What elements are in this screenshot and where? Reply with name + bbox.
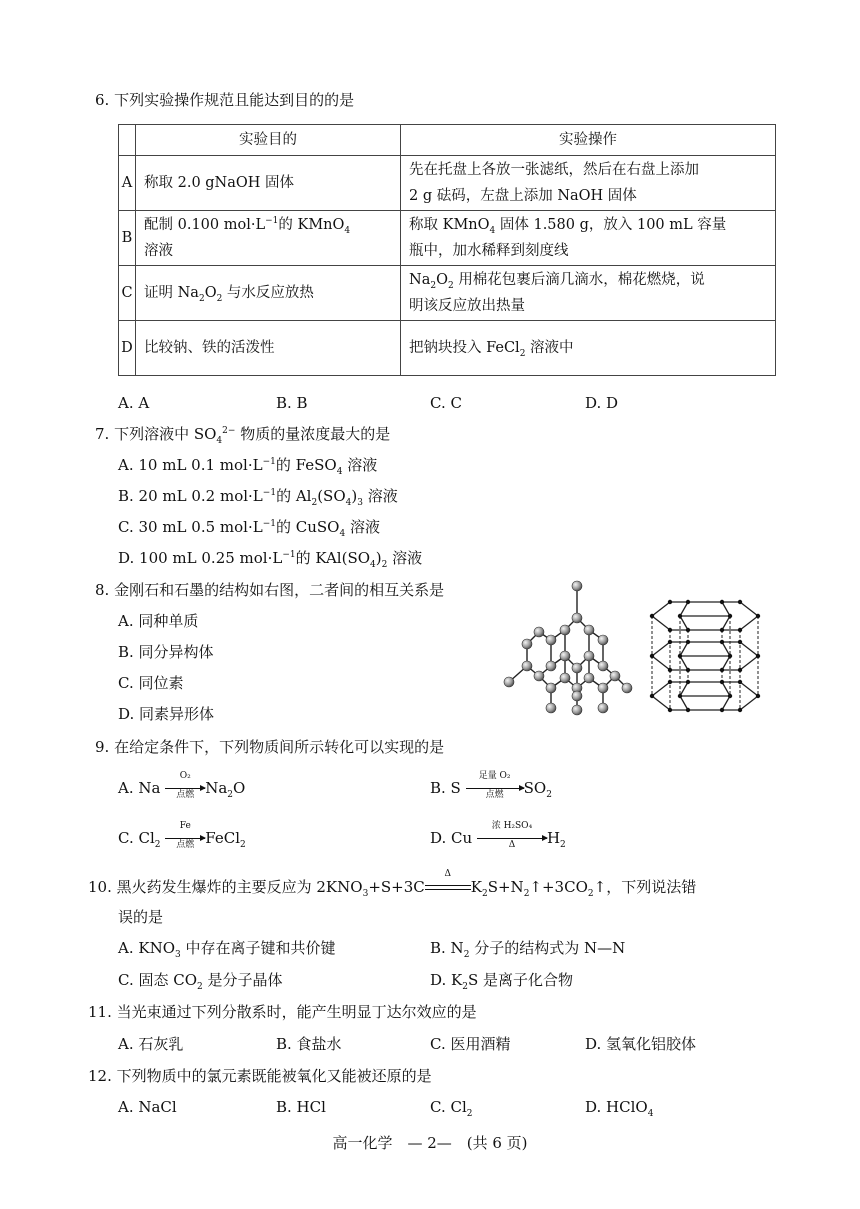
option-a: A. 石灰乳 <box>118 1035 184 1053</box>
stem-text: 7. 下列溶液中 SO <box>95 425 217 443</box>
option-c: C. C <box>430 394 462 412</box>
stem-text: K <box>470 878 482 896</box>
operation-text: 把钠块投入 FeCl <box>409 340 520 356</box>
arrow-condition: Fe <box>179 821 191 831</box>
header-operation: 实验操作 <box>401 125 776 156</box>
question-8-stem: 8. 金刚石和石墨的结构如右图，二者间的相互关系是 <box>95 581 445 599</box>
operation-text: 用棉花包裹后滴几滴水，棉花燃烧，说 <box>458 272 705 288</box>
operation-text: 称取 KMnO <box>409 217 490 233</box>
reactant: B. S <box>430 779 461 797</box>
option-text: 溶液 <box>392 549 423 567</box>
subscript: 4 <box>647 1109 654 1119</box>
stem-text: +S+3C <box>368 878 425 896</box>
subscript: 3 <box>357 498 363 508</box>
subscript: 2 <box>560 840 566 850</box>
product: SO <box>523 779 547 797</box>
option-text: ) <box>351 487 358 505</box>
option-text: D. HClO <box>585 1098 648 1116</box>
question-10-stem <box>88 869 697 899</box>
option-a: A. 同种单质 <box>118 612 199 630</box>
reactant: C. Cl <box>118 829 155 847</box>
option-a <box>118 938 336 958</box>
option-text: S 是离子化合物 <box>467 971 574 989</box>
subscript: 3 <box>175 950 181 960</box>
table-row <box>119 156 776 211</box>
option-text: 的 KAl(SO <box>295 549 371 567</box>
subscript: 4 <box>489 225 496 236</box>
option-text: 溶液 <box>349 518 380 536</box>
superscript: −1 <box>282 550 296 560</box>
reactant: A. Na <box>118 779 161 797</box>
superscript: −1 <box>262 488 277 498</box>
superscript: −1 <box>262 519 276 529</box>
option-c <box>118 517 380 537</box>
option-b: B. 食盐水 <box>276 1035 342 1053</box>
arrow-condition: 足量 O₂ <box>478 771 511 781</box>
subscript: 2 <box>197 982 203 992</box>
arrow-condition: 浓 H₂SO₄ <box>491 821 533 831</box>
option-b <box>118 486 398 506</box>
option-text: A. 10 mL 0.1 mol·L <box>118 456 263 474</box>
arrow-condition: O₂ <box>179 771 191 781</box>
reaction-arrow <box>165 771 205 800</box>
option-text: (SO <box>317 487 346 505</box>
arrow-condition: 点燃 <box>485 790 504 800</box>
purpose-text: 的 KMnO <box>278 217 345 233</box>
operation-line: 先在托盘上各放一张滤纸，然后在右盘上添加 <box>409 162 699 178</box>
option-text: 中存在离子键和共价键 <box>185 939 336 957</box>
subscript: 2 <box>154 840 161 850</box>
option-b: B. 同分异构体 <box>118 643 214 661</box>
reactant: D. Cu <box>430 829 473 847</box>
option-b: B. HCl <box>276 1098 326 1116</box>
option-c <box>430 1097 473 1117</box>
superscript: 2− <box>222 426 236 436</box>
subscript: 4 <box>345 498 352 508</box>
row-operation <box>401 211 776 266</box>
purpose-text: 与水反应放热 <box>226 285 314 301</box>
row-letter: B <box>119 211 136 266</box>
stem-text: 物质的量浓度最大的是 <box>240 425 391 443</box>
question-7-stem <box>95 424 390 444</box>
option-b <box>430 771 552 800</box>
subscript: 2 <box>227 790 234 800</box>
question-12-stem: 12. 下列物质中的氯元素既能被氧化又能被还原的是 <box>88 1067 432 1085</box>
subscript: 2 <box>462 982 468 992</box>
option-d <box>585 1097 653 1117</box>
subscript: 4 <box>370 560 376 570</box>
option-text: A. KNO <box>118 939 175 957</box>
product: O <box>233 779 246 797</box>
option-text: C. 30 mL 0.5 mol·L <box>118 518 263 536</box>
option-text: 的 FeSO <box>275 456 337 474</box>
option-d: D. 氢氧化铝胶体 <box>585 1035 697 1053</box>
operation-line: 瓶中，加水稀释到刻度线 <box>409 243 569 259</box>
option-text: 溶液 <box>347 456 378 474</box>
row-purpose: 比较钠、铁的活泼性 <box>136 321 401 376</box>
option-c <box>118 970 283 990</box>
row-purpose: 称取 2.0 gNaOH 固体 <box>136 156 401 211</box>
option-a: A. A <box>118 394 150 412</box>
subscript: 2 <box>466 1109 473 1119</box>
stem-text: ↑，下列说法错 <box>593 878 697 896</box>
diamond-structure-figure <box>495 578 640 720</box>
subscript: 4 <box>339 529 346 539</box>
equals-heat-sign <box>425 869 471 898</box>
option-d <box>430 821 566 850</box>
option-a <box>118 771 246 800</box>
subscript: 2 <box>519 348 526 359</box>
question-6-stem: 6. 下列实验操作规范且能达到目的的是 <box>95 91 355 109</box>
subscript: 2 <box>523 889 530 899</box>
option-text: ) <box>375 549 382 567</box>
table-row <box>119 211 776 266</box>
option-text: C. 固态 CO <box>118 971 198 989</box>
table-row <box>119 321 776 376</box>
reaction-arrow <box>477 821 547 850</box>
option-b: B. B <box>276 394 308 412</box>
operation-text: 固体 1.580 g，放入 100 mL 容量 <box>499 217 727 233</box>
reaction-arrow <box>466 771 524 800</box>
operation-text: O <box>436 272 448 288</box>
stem-text: ↑+3CO <box>529 878 588 896</box>
reaction-arrow <box>165 821 205 850</box>
option-d: D. D <box>585 394 619 412</box>
stem-text: S+N <box>487 878 524 896</box>
table-corner <box>119 125 136 156</box>
subscript: 2 <box>381 560 388 570</box>
subscript: 2 <box>311 498 318 508</box>
graphite-structure-figure <box>640 596 775 718</box>
subscript: 2 <box>447 280 454 291</box>
purpose-text: 溶液 <box>144 243 173 259</box>
subscript: 2 <box>481 889 488 899</box>
purpose-text: O <box>204 285 217 301</box>
superscript: −1 <box>265 216 279 227</box>
operation-text: Na <box>409 272 431 288</box>
question-9-stem: 9. 在给定条件下，下列物质间所示转化可以实现的是 <box>95 738 445 756</box>
row-purpose <box>136 266 401 321</box>
row-letter: A <box>119 156 136 211</box>
row-operation <box>401 321 776 376</box>
option-text: 的 CuSO <box>275 518 340 536</box>
page-footer: 高一化学 — 2— (共 6 页) <box>332 1134 528 1152</box>
option-d: D. 同素异形体 <box>118 705 215 723</box>
experiment-table <box>118 124 776 376</box>
option-c: C. 同位素 <box>118 674 184 692</box>
question-10-stem-cont: 误的是 <box>118 908 164 926</box>
subscript: 2 <box>463 950 470 960</box>
option-c: C. 医用酒精 <box>430 1035 511 1053</box>
product: Na <box>205 779 228 797</box>
arrow-condition: Δ <box>508 840 516 850</box>
option-text: B. N <box>430 939 464 957</box>
operation-text: 溶液中 <box>530 340 574 356</box>
option-b <box>430 938 625 958</box>
subscript: 2 <box>198 293 205 304</box>
row-letter: C <box>119 266 136 321</box>
option-text: C. Cl <box>430 1098 467 1116</box>
row-operation <box>401 266 776 321</box>
purpose-text: 证明 Na <box>144 285 199 301</box>
operation-line: 明该反应放出热量 <box>409 298 525 314</box>
subscript: 4 <box>344 225 351 236</box>
option-text: 的 Al <box>276 487 312 505</box>
option-a: A. NaCl <box>118 1098 177 1116</box>
subscript: 4 <box>216 436 223 446</box>
operation-line: 2 g 砝码，左盘上添加 NaOH 固体 <box>409 188 637 204</box>
row-operation <box>401 156 776 211</box>
product: FeCl <box>205 829 241 847</box>
option-text: 分子的结构式为 N—N <box>474 939 626 957</box>
question-11-stem: 11. 当光束通过下列分散系时，能产生明显丁达尔效应的是 <box>88 1003 477 1021</box>
option-text: D. K <box>430 971 463 989</box>
stem-text: 10. 黑火药发生爆炸的主要反应为 2KNO <box>88 878 363 896</box>
row-purpose <box>136 211 401 266</box>
option-text: 是分子晶体 <box>207 971 283 989</box>
option-c <box>118 821 246 850</box>
subscript: 4 <box>336 467 343 477</box>
subscript: 2 <box>587 889 594 899</box>
option-d <box>118 548 422 568</box>
option-text: B. 20 mL 0.2 mol·L <box>118 487 263 505</box>
arrow-condition: 点燃 <box>176 840 195 850</box>
option-text: 溶液 <box>367 487 398 505</box>
subscript: 2 <box>430 280 437 291</box>
subscript: 3 <box>362 889 369 899</box>
row-letter: D <box>119 321 136 376</box>
option-text: D. 100 mL 0.25 mol·L <box>118 549 283 567</box>
heat-symbol: Δ <box>444 869 451 879</box>
header-purpose: 实验目的 <box>136 125 401 156</box>
arrow-condition: 点燃 <box>176 790 195 800</box>
option-d <box>430 970 573 990</box>
table-row <box>119 266 776 321</box>
subscript: 2 <box>216 293 223 304</box>
purpose-text: 配制 0.100 mol·L <box>144 217 266 233</box>
product: H <box>546 829 561 847</box>
option-a <box>118 455 377 475</box>
superscript: −1 <box>262 457 276 467</box>
subscript: 2 <box>240 840 246 850</box>
subscript: 2 <box>546 790 552 800</box>
